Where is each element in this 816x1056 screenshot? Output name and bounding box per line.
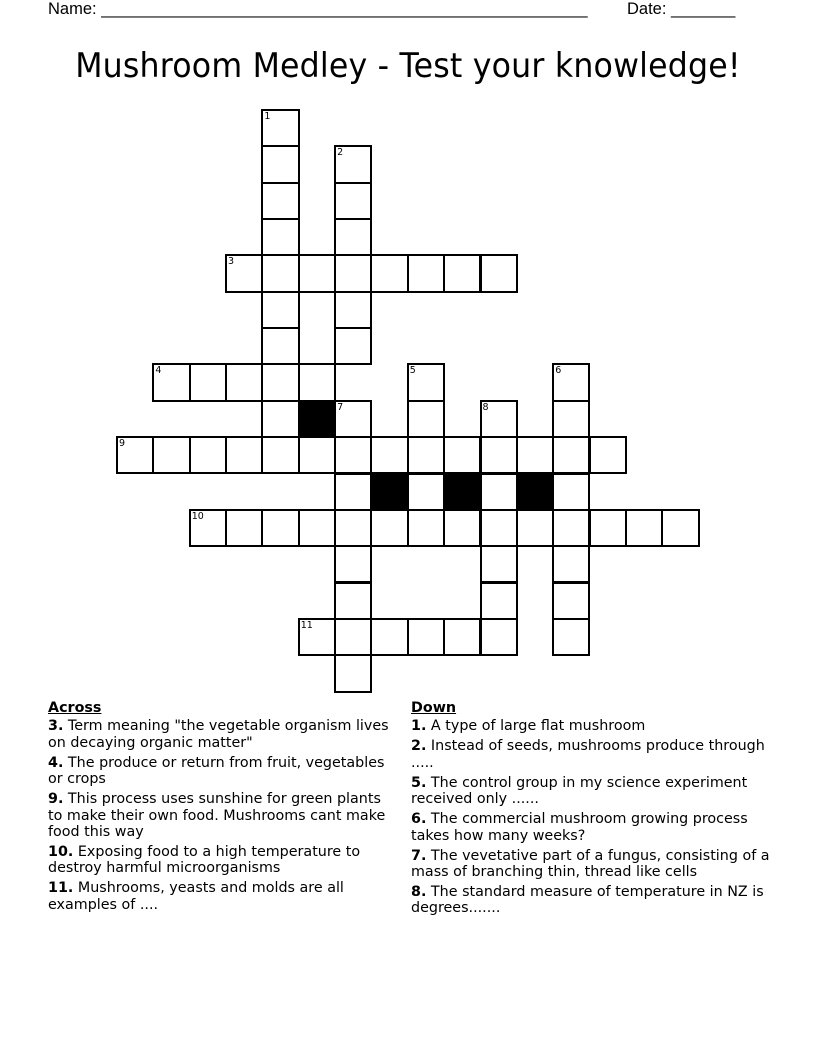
clue-down-7: 7. The vevetative part of a fungus, consisting of a mass of branching thin, thread like cells [411, 847, 770, 881]
grid-cell[interactable] [334, 145, 372, 183]
grid-cell[interactable] [334, 509, 372, 547]
clue-across-3: 3. Term meaning "the vegetable organism lives on decaying organic matter" [48, 718, 389, 751]
grid-cell[interactable] [589, 509, 627, 547]
clue-across-4: 4. The produce or return from fruit, vegetables or crops [48, 754, 385, 788]
black-cell [370, 473, 408, 511]
grid-cell[interactable] [407, 436, 445, 474]
grid-cell[interactable] [225, 509, 263, 547]
grid-cell[interactable] [261, 436, 299, 474]
grid-cell[interactable] [225, 436, 263, 474]
grid-cell[interactable] [152, 363, 190, 401]
grid-cell[interactable] [480, 545, 518, 583]
grid-cell[interactable] [189, 363, 227, 401]
grid-cell[interactable] [261, 145, 299, 183]
grid-cell[interactable] [298, 509, 336, 547]
grid-cell[interactable] [116, 436, 154, 474]
grid-cell[interactable] [407, 254, 445, 292]
grid-cell[interactable] [298, 436, 336, 474]
grid-cell[interactable] [480, 254, 518, 292]
down-clues [411, 700, 771, 920]
grid-cell[interactable] [625, 509, 663, 547]
grid-cell[interactable] [189, 436, 227, 474]
grid-cell[interactable] [334, 436, 372, 474]
clue-down-6: 6. The commercial mushroom growing process takes how many weeks? [411, 811, 748, 844]
grid-cell[interactable] [334, 254, 372, 292]
black-cell [443, 473, 481, 511]
grid-cell[interactable] [334, 327, 372, 365]
grid-cell[interactable] [225, 363, 263, 401]
grid-cell[interactable] [334, 618, 372, 656]
grid-cell[interactable] [334, 654, 372, 692]
grid-cell[interactable] [298, 254, 336, 292]
date-label: Date: [627, 0, 672, 18]
grid-cell[interactable] [261, 218, 299, 256]
grid-cell[interactable] [225, 254, 263, 292]
clue-down-8: 8. The standard measure of temperature in NZ is degrees....... [411, 884, 764, 917]
date-blank[interactable]: _______ [671, 0, 736, 18]
clue-number: 2 [337, 147, 344, 159]
grid-cell[interactable] [516, 436, 554, 474]
grid-cell[interactable] [407, 400, 445, 438]
grid-cell[interactable] [298, 618, 336, 656]
grid-cell[interactable] [152, 436, 190, 474]
grid-cell[interactable] [334, 218, 372, 256]
grid-cell[interactable] [261, 363, 299, 401]
clue-down-1: 1. A type of large flat mushroom [411, 718, 646, 735]
grid-cell[interactable] [552, 400, 590, 438]
across-clues [48, 700, 398, 917]
clue-number: 8 [482, 401, 489, 413]
grid-cell[interactable] [334, 182, 372, 220]
grid-cell[interactable] [552, 363, 590, 401]
grid-cell[interactable] [480, 473, 518, 511]
page-title: Mushroom Medley - Test your knowledge! [75, 46, 741, 86]
clue-number: 1 [264, 111, 271, 122]
clue-number: 5 [409, 365, 416, 377]
clue-number: 10 [191, 510, 204, 522]
grid-cell[interactable] [443, 509, 481, 547]
clue-across-10: 10. Exposing food to a high temperature to destroy harmful microorganisms [48, 844, 361, 877]
grid-cell[interactable] [552, 473, 590, 511]
grid-cell[interactable] [334, 400, 372, 438]
grid-cell[interactable] [480, 509, 518, 547]
grid-cell[interactable] [589, 436, 627, 474]
grid-cell[interactable] [443, 618, 481, 656]
grid-cell[interactable] [407, 618, 445, 656]
grid-cell[interactable] [480, 400, 518, 438]
grid-cell[interactable] [261, 254, 299, 292]
grid-cell[interactable] [407, 473, 445, 511]
clue-down-2: 2. Instead of seeds, mushrooms produce through ..... [411, 738, 765, 771]
clue-number: 11 [300, 619, 313, 631]
grid-cell[interactable] [552, 582, 590, 620]
grid-cell[interactable] [334, 545, 372, 583]
grid-cell[interactable] [552, 545, 590, 583]
clue-number: 3 [228, 256, 235, 268]
grid-cell[interactable] [516, 509, 554, 547]
grid-cell[interactable] [334, 291, 372, 329]
grid-cell[interactable] [480, 436, 518, 474]
black-cell [298, 400, 336, 438]
clue-number: 6 [555, 365, 562, 377]
clue-down-5: 5. The control group in my science experiment received only ...... [411, 774, 748, 808]
grid-cell[interactable] [370, 618, 408, 656]
grid-cell[interactable] [370, 436, 408, 474]
grid-cell[interactable] [334, 473, 372, 511]
grid-cell[interactable] [298, 363, 336, 401]
name-blank[interactable]: _____________________________________________________ [101, 0, 588, 18]
clue-number: 4 [155, 365, 162, 377]
grid-cell[interactable] [261, 291, 299, 329]
grid-cell[interactable] [552, 436, 590, 474]
grid-cell[interactable] [443, 254, 481, 292]
grid-cell[interactable] [261, 509, 299, 547]
grid-cell[interactable] [261, 182, 299, 220]
grid-cell[interactable] [334, 582, 372, 620]
down-heading: Down [411, 700, 457, 716]
grid-cell[interactable] [261, 400, 299, 438]
grid-cell[interactable] [443, 436, 481, 474]
clue-number: 7 [337, 401, 344, 413]
clue-across-11: 11. Mushrooms, yeasts and molds are all examples of .... [48, 880, 344, 913]
grid-cell[interactable] [552, 618, 590, 656]
grid-cell[interactable] [407, 509, 445, 547]
across-heading: Across [48, 700, 102, 716]
clue-number: 9 [119, 438, 126, 450]
grid-cell[interactable] [480, 582, 518, 620]
clue-across-9: 9. This process uses sunshine for green plants to make their own food. Mushrooms cant make food this way [48, 791, 386, 841]
grid-cell[interactable] [661, 509, 699, 547]
grid-cell[interactable] [370, 509, 408, 547]
grid-cell[interactable] [407, 363, 445, 401]
grid-cell[interactable] [189, 509, 227, 547]
grid-cell[interactable] [552, 509, 590, 547]
grid-cell[interactable] [480, 618, 518, 656]
black-cell [516, 473, 554, 511]
grid-cell[interactable] [370, 254, 408, 292]
grid-cell[interactable] [261, 109, 299, 147]
name-label: Name: [48, 0, 102, 18]
grid-cell[interactable] [261, 327, 299, 365]
